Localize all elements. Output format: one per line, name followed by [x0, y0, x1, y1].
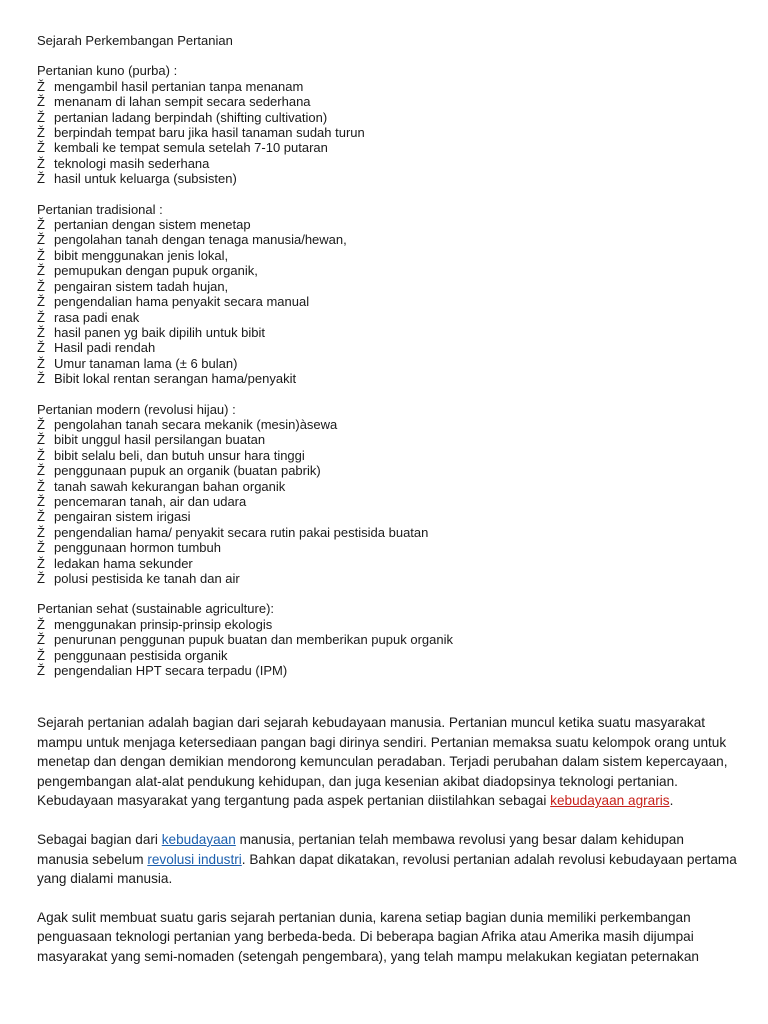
list-item-text: rasa padi enak [54, 309, 140, 325]
list-item-text: kembali ke tempat semula setelah 7-10 putaran [54, 140, 328, 156]
list-item-text: bibit selalu beli, dan butuh unsur hara tinggi [54, 447, 305, 463]
list-item [37, 432, 737, 447]
paragraph-2 [37, 830, 737, 889]
list-item-text: penggunaan hormon tumbuh [54, 540, 221, 556]
list-item [37, 479, 737, 494]
list-item [37, 263, 737, 278]
list-item-text: pengolahan tanah secara mekanik (mesin)àsewa [54, 416, 338, 432]
list-item-text: tanah sawah kekurangan bahan organik [54, 478, 286, 494]
section [37, 601, 737, 678]
bullet-icon: Ž [37, 371, 45, 387]
bullet-icon: Ž [37, 217, 45, 233]
list-item-text: pertanian ladang berpindah (shifting cultivation) [54, 109, 328, 125]
list-item [37, 648, 737, 663]
bullet-icon: Ž [37, 140, 45, 156]
paragraph-2-pre: Sebagai bagian dari [37, 831, 162, 847]
list-item [37, 356, 737, 371]
bullet-icon: Ž [37, 78, 45, 94]
paragraph-1-text: Sejarah pertanian adalah bagian dari sejarah kebudayaan manusia. Pertanian muncul ketika suatu masyarakat mampu untuk menjaga ketersediaan pangan bagi dirinya sendiri. Pertanian memaksa suatu kelompok orang untuk menetap dan dengan demikian mendorong kemunculan peradaban. Terjadi perubahan dalam sistem kepercayaan, pengembangan alat-alat pendukung kehidupan, dan juga kesenian akibat diadopsinya teknologi pertanian. Kebudayaan masyarakat yang tergantung pada aspek pertanian diistilahkan sebagai [37, 715, 728, 809]
list-item-text: bibit unggul hasil persilangan buatan [54, 432, 266, 448]
list-item-text: pengairan sistem irigasi [54, 509, 191, 525]
bullet-icon: Ž [37, 463, 45, 479]
list-item [37, 125, 737, 140]
body-text [37, 713, 737, 986]
bullet-icon: Ž [37, 294, 45, 310]
bullet-icon: Ž [37, 94, 45, 110]
list-item-text: Bibit lokal rentan serangan hama/penyakit [54, 371, 297, 387]
bullet-icon: Ž [37, 509, 45, 525]
list-item-text: pengolahan tanah dengan tenaga manusia/hewan, [54, 232, 347, 248]
list-item-text: bibit menggunakan jenis lokal, [54, 247, 229, 263]
document-title: Sejarah Perkembangan Pertanian [37, 33, 233, 48]
list-item [37, 279, 737, 294]
list-item [37, 110, 737, 125]
list-item-text: pengairan sistem tadah hujan, [54, 278, 229, 294]
list-item [37, 463, 737, 478]
sections-container [37, 63, 737, 678]
bullet-icon: Ž [37, 109, 45, 125]
list-item [37, 156, 737, 171]
bullet-icon: Ž [37, 632, 45, 648]
list-item-text: pengendalian hama penyakit secara manual [54, 294, 310, 310]
section-heading: Pertanian tradisional : [37, 201, 163, 217]
bullet-icon: Ž [37, 263, 45, 279]
list-item-text: hasil panen yg baik dipilih untuk bibit [54, 324, 266, 340]
paragraph-3: Agak sulit membuat suatu garis sejarah pertanian dunia, karena setiap bagian dunia memiliki perkembangan penguasaan teknologi pertanian yang berbeda-beda. Di beberapa bagian Afrika atau Amerika masih dijumpai masyarakat yang semi-nomaden (setengah pengembara), yang telah mampu melakukan kegiatan peternakan [37, 909, 699, 964]
list-item [37, 140, 737, 155]
list-item-text: Hasil padi rendah [54, 340, 156, 356]
outline-block [37, 33, 737, 693]
bullet-icon: Ž [37, 247, 45, 263]
bullet-icon: Ž [37, 432, 45, 448]
list-item-text: polusi pestisida ke tanah dan air [54, 571, 240, 586]
bullet-icon: Ž [37, 555, 45, 571]
bullet-icon: Ž [37, 478, 45, 494]
bullet-icon: Ž [37, 447, 45, 463]
bullet-icon: Ž [37, 278, 45, 294]
list-item [37, 325, 737, 340]
list-item [37, 632, 737, 647]
list-item-text: pertanian dengan sistem menetap [54, 217, 251, 233]
list-item [37, 94, 737, 109]
section-heading: Pertanian sehat (sustainable agriculture): [37, 601, 275, 617]
list-item [37, 617, 737, 632]
list-item [37, 571, 737, 586]
bullet-icon: Ž [37, 232, 45, 248]
paragraph-1 [37, 713, 737, 811]
bullet-icon: Ž [37, 324, 45, 340]
link-kebudayaan[interactable]: kebudayaan [161, 831, 236, 847]
bullet-icon: Ž [37, 524, 45, 540]
list-item-text: ledakan hama sekunder [54, 555, 193, 571]
link-kebudayaan-agraris[interactable]: kebudayaan agraris [550, 793, 670, 809]
bullet-icon: Ž [37, 571, 45, 586]
list-item-text: Umur tanaman lama (± 6 bulan) [54, 355, 238, 371]
list-item-text: pengendalian hama/ penyakit secara rutin pakai pestisida buatan [54, 524, 429, 540]
list-item-text: mengambil hasil pertanian tanpa menanam [54, 78, 304, 94]
bullet-icon: Ž [37, 616, 45, 632]
list-item [37, 556, 737, 571]
section-heading: Pertanian kuno (purba) : [37, 63, 178, 79]
list-item [37, 248, 737, 263]
list-item-text: pengendalian HPT secara terpadu (IPM) [54, 663, 288, 679]
list-item-text: penggunaan pupuk an organik (buatan pabrik) [54, 463, 321, 479]
bullet-icon: Ž [37, 309, 45, 325]
bullet-icon: Ž [37, 416, 45, 432]
list-item [37, 217, 737, 232]
list-item-text: hasil untuk keluarga (subsisten) [54, 171, 237, 187]
list-item [37, 525, 737, 540]
list-item-text: pemupukan dengan pupuk organik, [54, 263, 258, 279]
list-item [37, 494, 737, 509]
list-item [37, 171, 737, 186]
paragraph-1-end: . [669, 793, 674, 809]
list-item [37, 232, 737, 247]
list-item [37, 294, 737, 309]
list-item-text: penggunaan pestisida organik [54, 647, 228, 663]
list-item-text: teknologi masih sederhana [54, 155, 210, 171]
list-item [37, 448, 737, 463]
section-heading: Pertanian modern (revolusi hijau) : [37, 401, 236, 417]
bullet-icon: Ž [37, 663, 45, 679]
bullet-icon: Ž [37, 125, 45, 141]
list-item [37, 417, 737, 432]
bullet-icon: Ž [37, 493, 45, 509]
list-item [37, 663, 737, 678]
bullet-icon: Ž [37, 355, 45, 371]
list-item [37, 371, 737, 386]
section [37, 63, 737, 186]
bullet-icon: Ž [37, 340, 45, 356]
bullet-icon: Ž [37, 171, 45, 187]
list-item-text: pencemaran tanah, air dan udara [54, 493, 247, 509]
list-item [37, 509, 737, 524]
paragraph-2-mid: manusia, pertanian telah membawa revolusi yang besar dalam kehidupan manusia sebelum [37, 831, 684, 867]
bullet-icon: Ž [37, 647, 45, 663]
list-item-text: berpindah tempat baru jika hasil tanaman sudah turun [54, 125, 365, 141]
section [37, 402, 737, 587]
link-revolusi-industri[interactable]: revolusi industri [147, 851, 242, 867]
list-item [37, 79, 737, 94]
list-item [37, 540, 737, 555]
list-item-text: menggunakan prinsip-prinsip ekologis [54, 616, 273, 632]
list-item [37, 310, 737, 325]
list-item [37, 340, 737, 355]
bullet-icon: Ž [37, 155, 45, 171]
section [37, 202, 737, 387]
list-item-text: penurunan penggunan pupuk buatan dan memberikan pupuk organik [54, 632, 453, 648]
bullet-icon: Ž [37, 540, 45, 556]
list-item-text: menanam di lahan sempit secara sederhana [54, 94, 311, 110]
paragraph-2-post: . Bahkan dapat dikatakan, revolusi pertanian adalah revolusi kebudayaan pertama yang dialami manusia. [37, 851, 737, 887]
